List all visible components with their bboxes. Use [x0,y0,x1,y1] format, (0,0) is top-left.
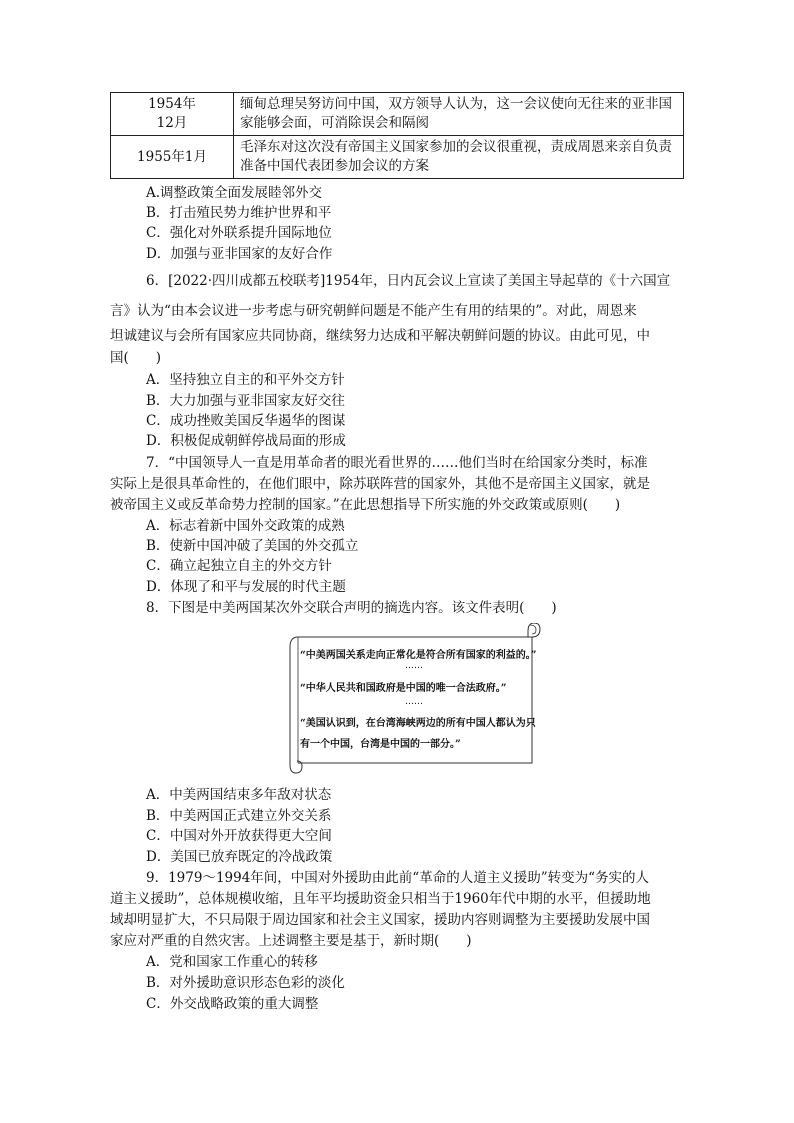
date-line: 1954年 [148,96,196,112]
communique-quote-4: 有一个中国，台湾是中国的一部分。” [300,739,461,750]
table-row [111,93,684,136]
q5-option-c[interactable]: C．强化对外联系提升国际地位 [146,225,332,241]
q5-option-a[interactable]: A.调整政策全面发展睦邻外交 [146,185,323,201]
q8-option-b[interactable]: B．中美两国正式建立外交关系 [146,808,332,824]
q6-option-d[interactable]: D．积极促成朝鲜停战局面的形成 [146,433,346,449]
q8-stem: 8．下图是中美两国某次外交联合声明的摘选内容。该文件表明( ) [146,600,557,616]
q9-stem-line: 9．1979～1994年间，中国对外援助由此前“革命的人道主义援助”转变为“务实的人 [146,870,650,886]
q6-stem-line: 6．[2022·四川成都五校联考]1954年，日内瓦会议上宣读了美国主导起草的《十六国宣 [146,273,671,289]
q7-stem-line: 实际上是很具革命性的，在他们眼中，除苏联阵营的国家外，其他不是帝国主义国家，就是 [110,476,650,492]
q6-stem-line: 言》认为“由本会议进一步考虑与研究朝鲜问题是不能产生有用的结果的”。对此，周恩来 [110,303,637,319]
q6-option-a[interactable]: A．坚持独立自主的和平外交方针 [146,372,345,388]
q9-stem-line: 家应对严重的自然灾害。上述调整主要是基于，新时期( ) [110,933,472,949]
q7-option-c[interactable]: C．确立起独立自主的外交方针 [146,558,332,574]
communique-quote-3: “美国认识到，在台湾海峡两边的所有中国人都认为只 [300,718,536,729]
q7-option-a[interactable]: A．标志着新中国外交政策的成熟 [146,518,345,534]
q6-option-c[interactable]: C．成功挫败美国反华遏华的图谋 [146,413,346,429]
q9-option-c[interactable]: C．外交战略政策的重大调整 [146,996,319,1012]
q9-stem-line: 道主义援助”，总体规模收缩，且年平均援助资金只相当于1960年代中期的水平，但援助地 [110,891,651,907]
table-row [111,136,684,179]
q6-stem-line: 坦诚建议与会所有国家应共同协商，继续努力达成和平解决朝鲜问题的协议。由此可见，中 [110,328,650,344]
date-line: 1955年1月 [137,148,207,165]
event-line: 缅甸总理吴努访问中国，双方领导人认为，这一会议使向无往来的亚非国 [240,96,672,112]
ellipsis-1: …… [405,661,423,671]
q6-option-b[interactable]: B．大力加强与亚非国家友好交往 [146,393,345,409]
event-cell [234,136,684,179]
q8-option-d[interactable]: D．美国已放弃既定的冷战政策 [146,849,333,865]
joint-communique-scroll [280,623,542,775]
q5-option-b[interactable]: B．打击殖民势力维护世界和平 [146,205,332,221]
q7-option-d[interactable]: D．体现了和平与发展的时代主题 [146,579,346,595]
event-line: 家能够会面，可消除误会和隔阂 [240,115,429,131]
events-table [110,92,684,179]
communique-quote-2: “中华人民共和国政府是中国的唯一合法政府。” [300,683,507,694]
q7-stem-line: 7．“中国领导人一直是用革命者的眼光看世界的……他们当时在给国家分类时，标准 [146,455,648,471]
q9-option-b[interactable]: B．对外援助意识形态色彩的淡化 [146,975,345,991]
q9-option-a[interactable]: A．党和国家工作重心的转移 [146,954,318,970]
ellipsis-2: …… [405,697,423,707]
event-line: 毛泽东对这次没有帝国主义国家参加的会议很重视，责成周恩来亲自负责 [240,139,672,155]
event-cell [234,93,684,136]
q7-stem-line: 被帝国主义或反革命势力控制的国家。”在此思想指导下所实施的外交政策或原则( ) [110,497,621,513]
q9-stem-line: 域却明显扩大，不只局限于周边国家和社会主义国家，援助内容则调整为主要援助发展中国 [110,912,650,928]
communique-quote-1: “中美两国关系走向正常化是符合所有国家的利益的。” [300,650,537,661]
date-cell [111,136,234,179]
date-cell [111,93,234,136]
event-line: 准备中国代表团参加会议的方案 [240,158,429,174]
q7-option-b[interactable]: B．使新中国冲破了美国的外交孤立 [146,538,359,554]
q8-option-a[interactable]: A．中美两国结束多年敌对状态 [146,787,332,803]
q8-option-c[interactable]: C．中国对外开放获得更大空间 [146,828,332,844]
date-line: 12月 [156,115,188,131]
q5-option-d[interactable]: D．加强与亚非国家的友好合作 [146,246,333,262]
q6-stem-line: 国( ) [110,350,162,366]
